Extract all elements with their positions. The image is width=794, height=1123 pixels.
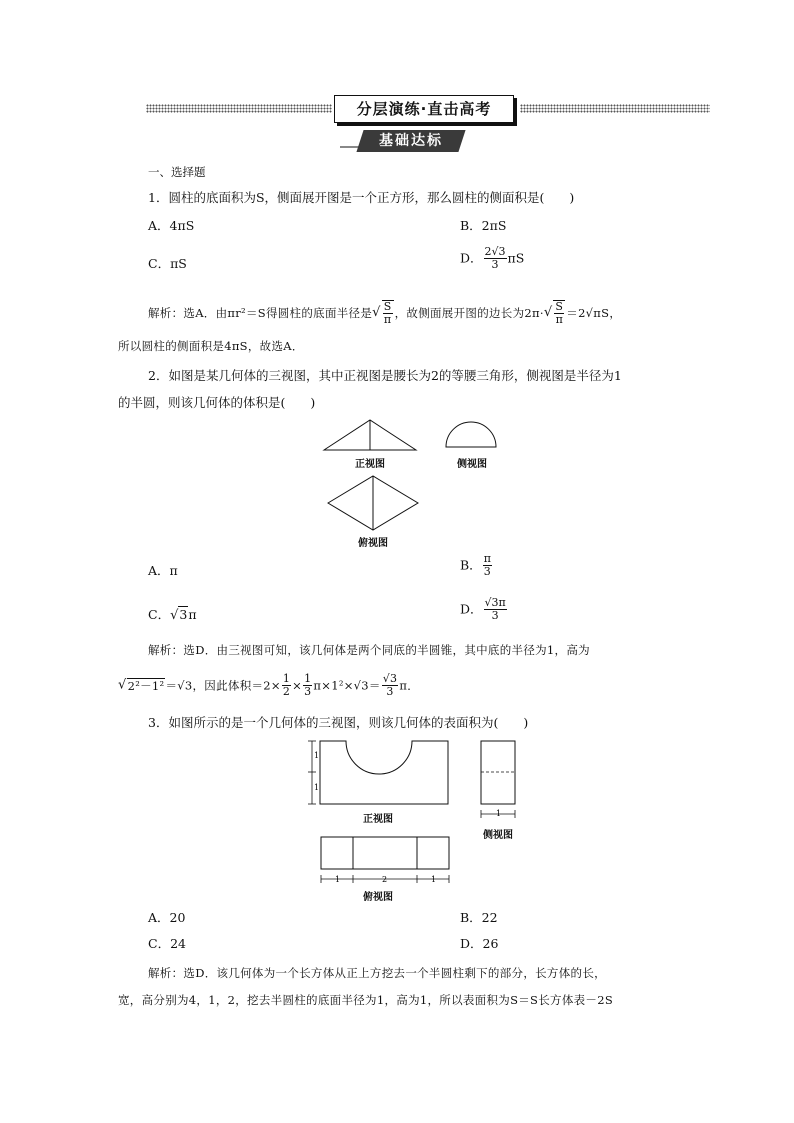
banner-subtitle	[356, 130, 465, 152]
q3-option-d: D．26	[460, 936, 499, 951]
banner-subtitle-text: 基础达标	[379, 133, 443, 149]
q2-option-c-suffix: π	[188, 607, 197, 622]
q1-sol-frac1	[382, 300, 394, 326]
q1-sol-frac2-num: S	[555, 300, 564, 313]
q2-solution-line2	[118, 673, 419, 698]
q1-solution-line1	[148, 300, 621, 326]
q3-front-view	[304, 738, 454, 808]
q1-option-d	[460, 246, 524, 271]
sqrt-icon: √	[372, 305, 381, 320]
q2-stem-line1: 2．如图是某几何体的三视图，其中正视图是腰长为2的等腰三角形，侧视图是半径为1	[148, 368, 622, 383]
q2-option-b-den: 3	[483, 565, 491, 578]
q3-option-a: A．20	[148, 910, 186, 925]
side-semicircle	[446, 422, 496, 447]
q1-option-c: C．πS	[148, 256, 187, 271]
q1-sol-frac2-den: π	[555, 313, 564, 326]
q2-sol-f3-den: 3	[386, 685, 394, 698]
q1-sol-c: ＝2√πS，	[566, 306, 622, 320]
q2-option-c-rad: 3	[179, 607, 188, 622]
q2-sol-f2-den: 3	[304, 685, 312, 698]
q1-option-a: A．4πS	[148, 218, 195, 233]
q2-sol-frac1	[282, 673, 291, 698]
top-dim-mid: 2	[382, 875, 388, 884]
front-dim-upper: 1	[314, 751, 320, 760]
q2-option-c-prefix: C．	[148, 607, 171, 622]
q1-sol-frac2	[553, 300, 565, 326]
q1-option-b: B．2πS	[460, 218, 507, 233]
q2-option-d	[460, 597, 508, 622]
q2-side-view	[444, 415, 498, 451]
banner-dots-left	[146, 104, 332, 113]
top-rect	[321, 837, 449, 869]
q2-sol-f1-den: 2	[282, 685, 291, 698]
q2-sol-b: ×	[292, 678, 303, 693]
q1-sol-b: ，故侧面展开图的边长为2π·	[394, 306, 544, 320]
q2-sol-c: π×1²×√3＝	[313, 678, 381, 693]
q3-option-b: B．22	[460, 910, 498, 925]
q2-side-caption: 侧视图	[457, 459, 487, 470]
q2-top-caption: 俯视图	[358, 538, 388, 549]
q2-sol-a: ＝√3，因此体积＝2×	[165, 678, 281, 693]
q2-stem-line2: 的半圆，则该几何体的体积是( )	[118, 395, 316, 410]
q2-option-b-prefix: B．	[460, 557, 482, 573]
q2-option-d-prefix: D．	[460, 601, 483, 617]
q1-sol-a: 解析：选A．由πr²＝S得圆柱的底面半径是	[148, 306, 373, 320]
q2-option-a: A．π	[148, 563, 178, 578]
q2-sol-f2-num: 1	[304, 672, 312, 685]
q2-sol-f3-num: √3	[382, 672, 398, 685]
q2-solution-line1: 解析：选D．由三视图可知，该几何体是两个同底的半圆锥，其中底的半径为1，高为	[148, 643, 590, 657]
front-dim-lower: 1	[314, 783, 320, 792]
q1-sol-frac1-num: S	[383, 300, 392, 313]
q2-front-view	[322, 418, 418, 454]
q1-option-d-den: 3	[491, 258, 499, 271]
q3-side-caption: 侧视图	[483, 830, 513, 841]
q2-option-b	[460, 553, 493, 578]
q1-option-d-frac	[484, 246, 507, 271]
q2-option-d-num: √3π	[484, 596, 506, 609]
top-dim-right: 1	[431, 875, 437, 884]
q3-top-caption: 俯视图	[363, 892, 393, 903]
q2-front-caption: 正视图	[355, 459, 385, 470]
sqrt-icon: √	[170, 608, 179, 623]
q2-option-d-frac	[484, 597, 507, 622]
q3-solution-line1: 解析：选D．该几何体为一个长方体从正上方挖去一个半圆柱剩下的部分，长方体的长，	[148, 966, 606, 980]
q3-side-view	[478, 738, 518, 820]
q2-option-d-den: 3	[491, 609, 499, 622]
sqrt-icon: √	[118, 677, 127, 693]
q2-option-b-frac	[483, 553, 492, 578]
q3-stem: 3．如图所示的是一个几何体的三视图，则该几何体的表面积为( )	[148, 715, 529, 730]
q2-option-c	[148, 605, 197, 626]
sqrt-icon: √	[543, 305, 553, 320]
q2-top-view	[326, 474, 420, 532]
front-body	[320, 741, 448, 804]
banner-dots-right	[520, 104, 710, 113]
section-heading: 一、选择题	[148, 165, 206, 179]
side-dim-label: 1	[496, 809, 502, 818]
top-dim-left: 1	[335, 875, 341, 884]
banner-title: 分层演练·直击高考	[334, 95, 514, 123]
q2-sol-f1-num: 1	[282, 672, 291, 685]
q2-sol-d: π．	[399, 678, 420, 693]
q3-option-c: C．24	[148, 936, 186, 951]
q1-option-d-prefix: D．	[460, 250, 483, 266]
q2-sol-frac3	[382, 673, 399, 698]
q3-front-caption: 正视图	[363, 814, 393, 825]
q1-option-d-suffix: πS	[507, 250, 525, 266]
side-rect	[481, 741, 515, 804]
q1-solution-line2: 所以圆柱的侧面积是4πS，故选A．	[118, 339, 304, 353]
q2-sol-rad: 2²－1²	[127, 678, 165, 693]
q3-solution-line2: 宽，高分别为4，1，2，挖去半圆柱的底面半径为1，高为1，所以表面积为S＝S长方体表－2S	[118, 993, 614, 1007]
q2-option-b-num: π	[483, 552, 491, 565]
q1-option-d-num: 2√3	[484, 245, 506, 258]
q2-sol-frac2	[303, 673, 312, 698]
q1-sol-frac1-den: π	[383, 313, 392, 326]
q3-top-view	[318, 834, 452, 890]
q1-stem: 1．圆柱的底面积为S，侧面展开图是一个正方形，那么圆柱的侧面积是( )	[148, 190, 575, 205]
